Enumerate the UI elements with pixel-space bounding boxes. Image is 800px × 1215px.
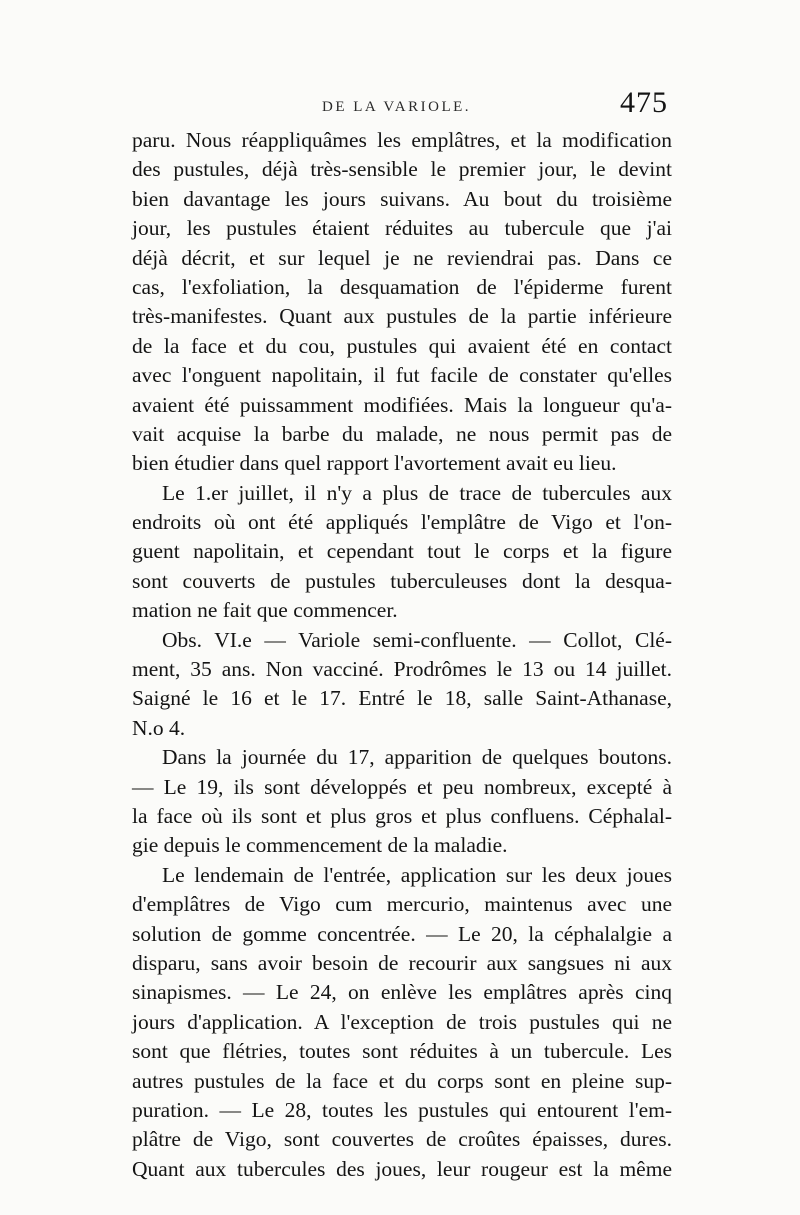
text-line: sinapismes. — Le 24, on enlève les emplâtres après cinq [132, 980, 672, 1005]
text-line: disparu, sans avoir besoin de recourir aux sangsues ni aux [132, 950, 672, 975]
text-line: la face où ils sont et plus gros et plus confluens. Céphalal- [132, 803, 672, 828]
text-line: guent napolitain, et cependant tout le corps et la figure [132, 539, 672, 564]
text-line: N.o 4. [132, 715, 186, 740]
text-line: solution de gomme concentrée. — Le 20, la céphalalgie a [132, 921, 672, 946]
text-line: avec l'onguent napolitain, il fut facile de constater qu'elles [132, 363, 672, 388]
text-line: Obs. VI.e — Variole semi-confluente. — Collot, Clé- [162, 627, 672, 652]
text-line: d'emplâtres de Vigo cum mercurio, maintenus avec une [132, 892, 672, 917]
text-line: vait acquise la barbe du malade, ne nous permit pas de [132, 421, 672, 446]
text-line: — Le 19, ils sont développés et peu nombreux, excepté à [132, 774, 672, 799]
text-line: sont couverts de pustules tuberculeuses dont la desqua- [132, 568, 672, 593]
text-line: mation ne fait que commencer. [132, 598, 398, 623]
text-line: de la face et du cou, pustules qui avaient été en contact [132, 333, 672, 358]
text-line: Quant aux tubercules des joues, leur rougeur est la même [132, 1156, 672, 1181]
text-line: gie depuis le commencement de la maladie. [132, 833, 508, 858]
text-line: Dans la journée du 17, apparition de quelques boutons. [162, 745, 672, 770]
text-line: sont que flétries, toutes sont réduites à un tubercule. Les [132, 1039, 672, 1064]
text-line: bien étudier dans quel rapport l'avortement avait eu lieu. [132, 451, 617, 476]
text-line: cas, l'exfoliation, la desquamation de l'épiderme furent [132, 274, 672, 299]
text-line: puration. — Le 28, toutes les pustules qui entourent l'em- [132, 1097, 672, 1122]
text-line: ment, 35 ans. Non vacciné. Prodrômes le 13 ou 14 juillet. [132, 657, 672, 682]
page-number: 475 [620, 86, 668, 119]
text-line: autres pustules de la face et du corps sont en pleine sup- [132, 1068, 672, 1093]
text-line: Saigné le 16 et le 17. Entré le 18, salle Saint-Athanase, [132, 686, 672, 711]
text-line: avaient été puissamment modifiées. Mais la longueur qu'a- [132, 392, 672, 417]
text-line: bien davantage les jours suivans. Au bout du troisième [132, 186, 672, 211]
running-head: DE LA VARIOLE. [322, 99, 472, 115]
body-text [132, 126, 672, 1184]
text-line: endroits où ont été appliqués l'emplâtre de Vigo et l'on- [132, 510, 672, 535]
text-line: paru. Nous réappliquâmes les emplâtres, et la modification [132, 128, 672, 152]
text-line: jours d'application. A l'exception de trois pustules qui ne [132, 1009, 672, 1034]
text-line: très-manifestes. Quant aux pustules de la partie inférieure [132, 304, 672, 329]
text-line: des pustules, déjà très-sensible le premier jour, le devint [132, 157, 672, 182]
text-line: Le lendemain de l'entrée, application sur les deux joues [162, 862, 672, 887]
text-line: Le 1.er juillet, il n'y a plus de trace de tubercules aux [162, 480, 672, 505]
text-line: plâtre de Vigo, sont couvertes de croûtes épaisses, dures. [132, 1127, 672, 1152]
text-line: jour, les pustules étaient réduites au tubercule que j'ai [132, 216, 672, 241]
text-line: déjà décrit, et sur lequel je ne reviendrai pas. Dans ce [132, 245, 672, 270]
